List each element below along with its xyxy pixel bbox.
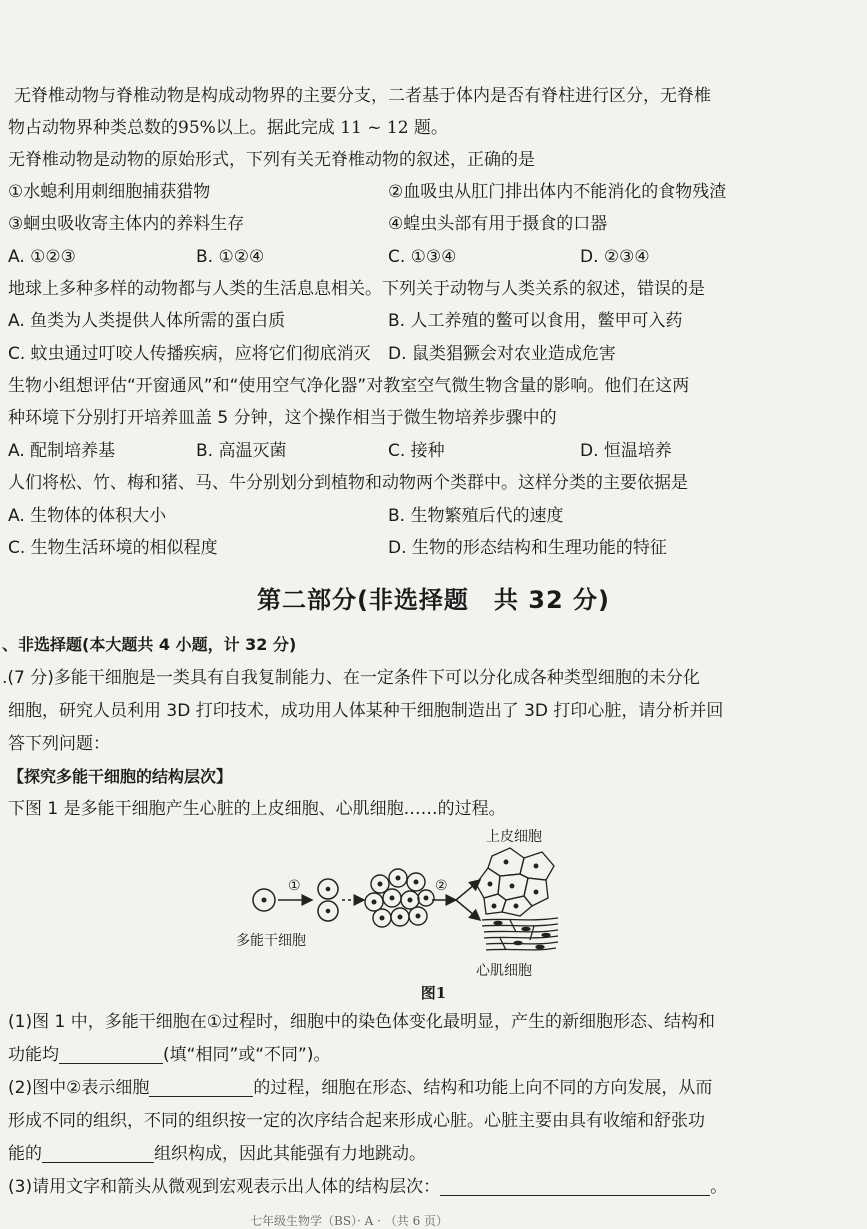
figure-step-1-label: ①: [288, 878, 301, 894]
cell-cluster-icon: [365, 869, 434, 927]
page-footer: 七年级生物学（BS）· A · （共 6 页）: [250, 1214, 449, 1228]
figure-1: [230, 822, 560, 980]
intro-line-1: 无脊椎动物与脊椎动物是构成动物界的主要分支，二者基于体内是否有脊柱进行区分，无脊椎: [14, 86, 711, 106]
q11-stem: 无脊椎动物是动物的原始形式，下列有关无脊椎动物的叙述，正确的是: [8, 150, 535, 170]
q15-stem-line-2: 细胞，研究人员利用 3D 打印技术，成功用人体某种干细胞制造出了 3D 打印心脏，请分析并回: [8, 701, 724, 721]
arrow-to-muscle: [456, 900, 480, 920]
muscle-cells-icon: [482, 918, 558, 950]
figure-stem-cell-label: 多能干细胞: [236, 933, 306, 949]
q12-option-d: D. 鼠类猖獗会对农业造成危害: [388, 344, 616, 364]
q12-option-c: C. 蚊虫通过叮咬人传播疾病，应将它们彻底消灭: [8, 344, 371, 364]
q14-stem: 人们将松、竹、梅和猪、马、牛分别划分到植物和动物两个类群中。这样分类的主要依据是: [8, 473, 688, 493]
stem-cell-icon: [253, 889, 275, 911]
q13-option-d: D. 恒温培养: [580, 441, 672, 461]
q15-part-2-line-1: [8, 1076, 855, 1100]
q15-part-2-text-after: 的过程，细胞在形态、结构和功能上向不同的方向发展，从而: [253, 1078, 713, 1098]
part-two-heading: 、非选择题(本大题共 4 小题，计 32 分): [2, 635, 297, 654]
figure-1-caption: 图1: [420, 984, 447, 1002]
q13-option-a: A. 配制培养基: [8, 441, 116, 461]
q14-option-d: D. 生物的形态结构和生理功能的特征: [388, 538, 667, 558]
q15-part-2-text-before-2: 能的: [8, 1144, 42, 1164]
q15-part-1-blank[interactable]: [59, 1045, 163, 1064]
q14-option-a: A. 生物体的体积大小: [8, 506, 167, 526]
q11-option-a: A. ①②③: [8, 247, 76, 267]
q15-part-1-line-2: [8, 1043, 855, 1067]
q14-option-c: C. 生物生活环境的相似程度: [8, 538, 218, 558]
two-cells-icon: [318, 879, 338, 921]
q11-statement-4: ④蝗虫头部有用于摄食的口器: [388, 214, 608, 234]
q15-stem-line-1: .(7 分)多能干细胞是一类具有自我复制能力、在一定条件下可以分化成各种类型细胞的未分化: [2, 668, 700, 688]
q11-statement-1: ①水螅利用刺细胞捕获猎物: [8, 182, 211, 202]
q11-option-c: C. ①③④: [388, 247, 457, 267]
q11-statement-3: ③蛔虫吸收寄主体内的养料生存: [8, 214, 245, 234]
q15-part-2-text-after-2: 组织构成，因此其能强有力地跳动。: [154, 1144, 426, 1164]
q13-stem-line-1: 生物小组想评估“开窗通风”和“使用空气净化器”对教室空气微生物含量的影响。他们在这两: [8, 376, 690, 396]
q15-part-2-blank-1[interactable]: [149, 1078, 253, 1097]
q11-option-b: B. ①②④: [196, 247, 265, 267]
figure-step-2-label: ②: [435, 878, 448, 894]
q15-part-2-blank-2[interactable]: [42, 1144, 154, 1163]
q15-stem-line-3: 答下列问题：: [8, 734, 110, 754]
q15-part-1-text-after: (填“相同”或“不同”)。: [163, 1045, 331, 1065]
q15-part-3-end: 。: [710, 1177, 728, 1197]
q15-part-3-blank[interactable]: [440, 1177, 710, 1196]
q15-part-2-line-3: [8, 1142, 855, 1166]
epithelial-cells-icon: [476, 848, 554, 916]
intro-line-2: 物占动物界种类总数的95%以上。据此完成 11 ~ 12 题。: [8, 118, 448, 138]
figure-muscle-label: 心肌细胞: [476, 963, 532, 979]
q12-stem: 地球上多种多样的动物都与人类的生活息息相关。下列关于动物与人类关系的叙述，错误的是: [8, 279, 705, 299]
q11-option-d: D. ②③④: [580, 247, 650, 267]
q15-part-1-text-before: 功能均: [8, 1045, 59, 1065]
q13-option-c: C. 接种: [388, 441, 445, 461]
q15-part-3-text: (3)请用文字和箭头从微观到宏观表示出人体的结构层次：: [8, 1177, 441, 1197]
q13-stem-line-2: 种环境下分别打开培养皿盖 5 分钟，这个操作相当于微生物培养步骤中的: [8, 408, 557, 428]
q15-part-2-line-2: 形成不同的组织，不同的组织按一定的次序结合起来形成心脏。心脏主要由具有收缩和舒张功: [8, 1111, 705, 1131]
q12-option-b: B. 人工养殖的鳖可以食用，鳖甲可入药: [388, 311, 683, 331]
q12-option-a: A. 鱼类为人类提供人体所需的蛋白质: [8, 311, 286, 331]
q15-part-3-line: [8, 1175, 855, 1199]
q15-part-2-text-before: (2)图中②表示细胞: [8, 1078, 150, 1098]
q15-figure-intro: 下图 1 是多能干细胞产生心脏的上皮细胞、心肌细胞……的过程。: [8, 799, 506, 819]
q15-part-1-line-1: (1)图 1 中，多能干细胞在①过程时，细胞中的染色体变化最明显，产生的新细胞形态、结构和: [8, 1012, 715, 1032]
q13-option-b: B. 高温灭菌: [196, 441, 287, 461]
part-two-title: 第二部分(非选择题 共 32 分): [256, 586, 611, 614]
q15-subheading: 【探究多能干细胞的结构层次】: [8, 767, 233, 786]
q11-statement-2: ②血吸虫从肛门排出体内不能消化的食物残渣: [388, 182, 727, 202]
figure-epithelial-label: 上皮细胞: [486, 829, 542, 845]
q14-option-b: B. 生物繁殖后代的速度: [388, 506, 564, 526]
